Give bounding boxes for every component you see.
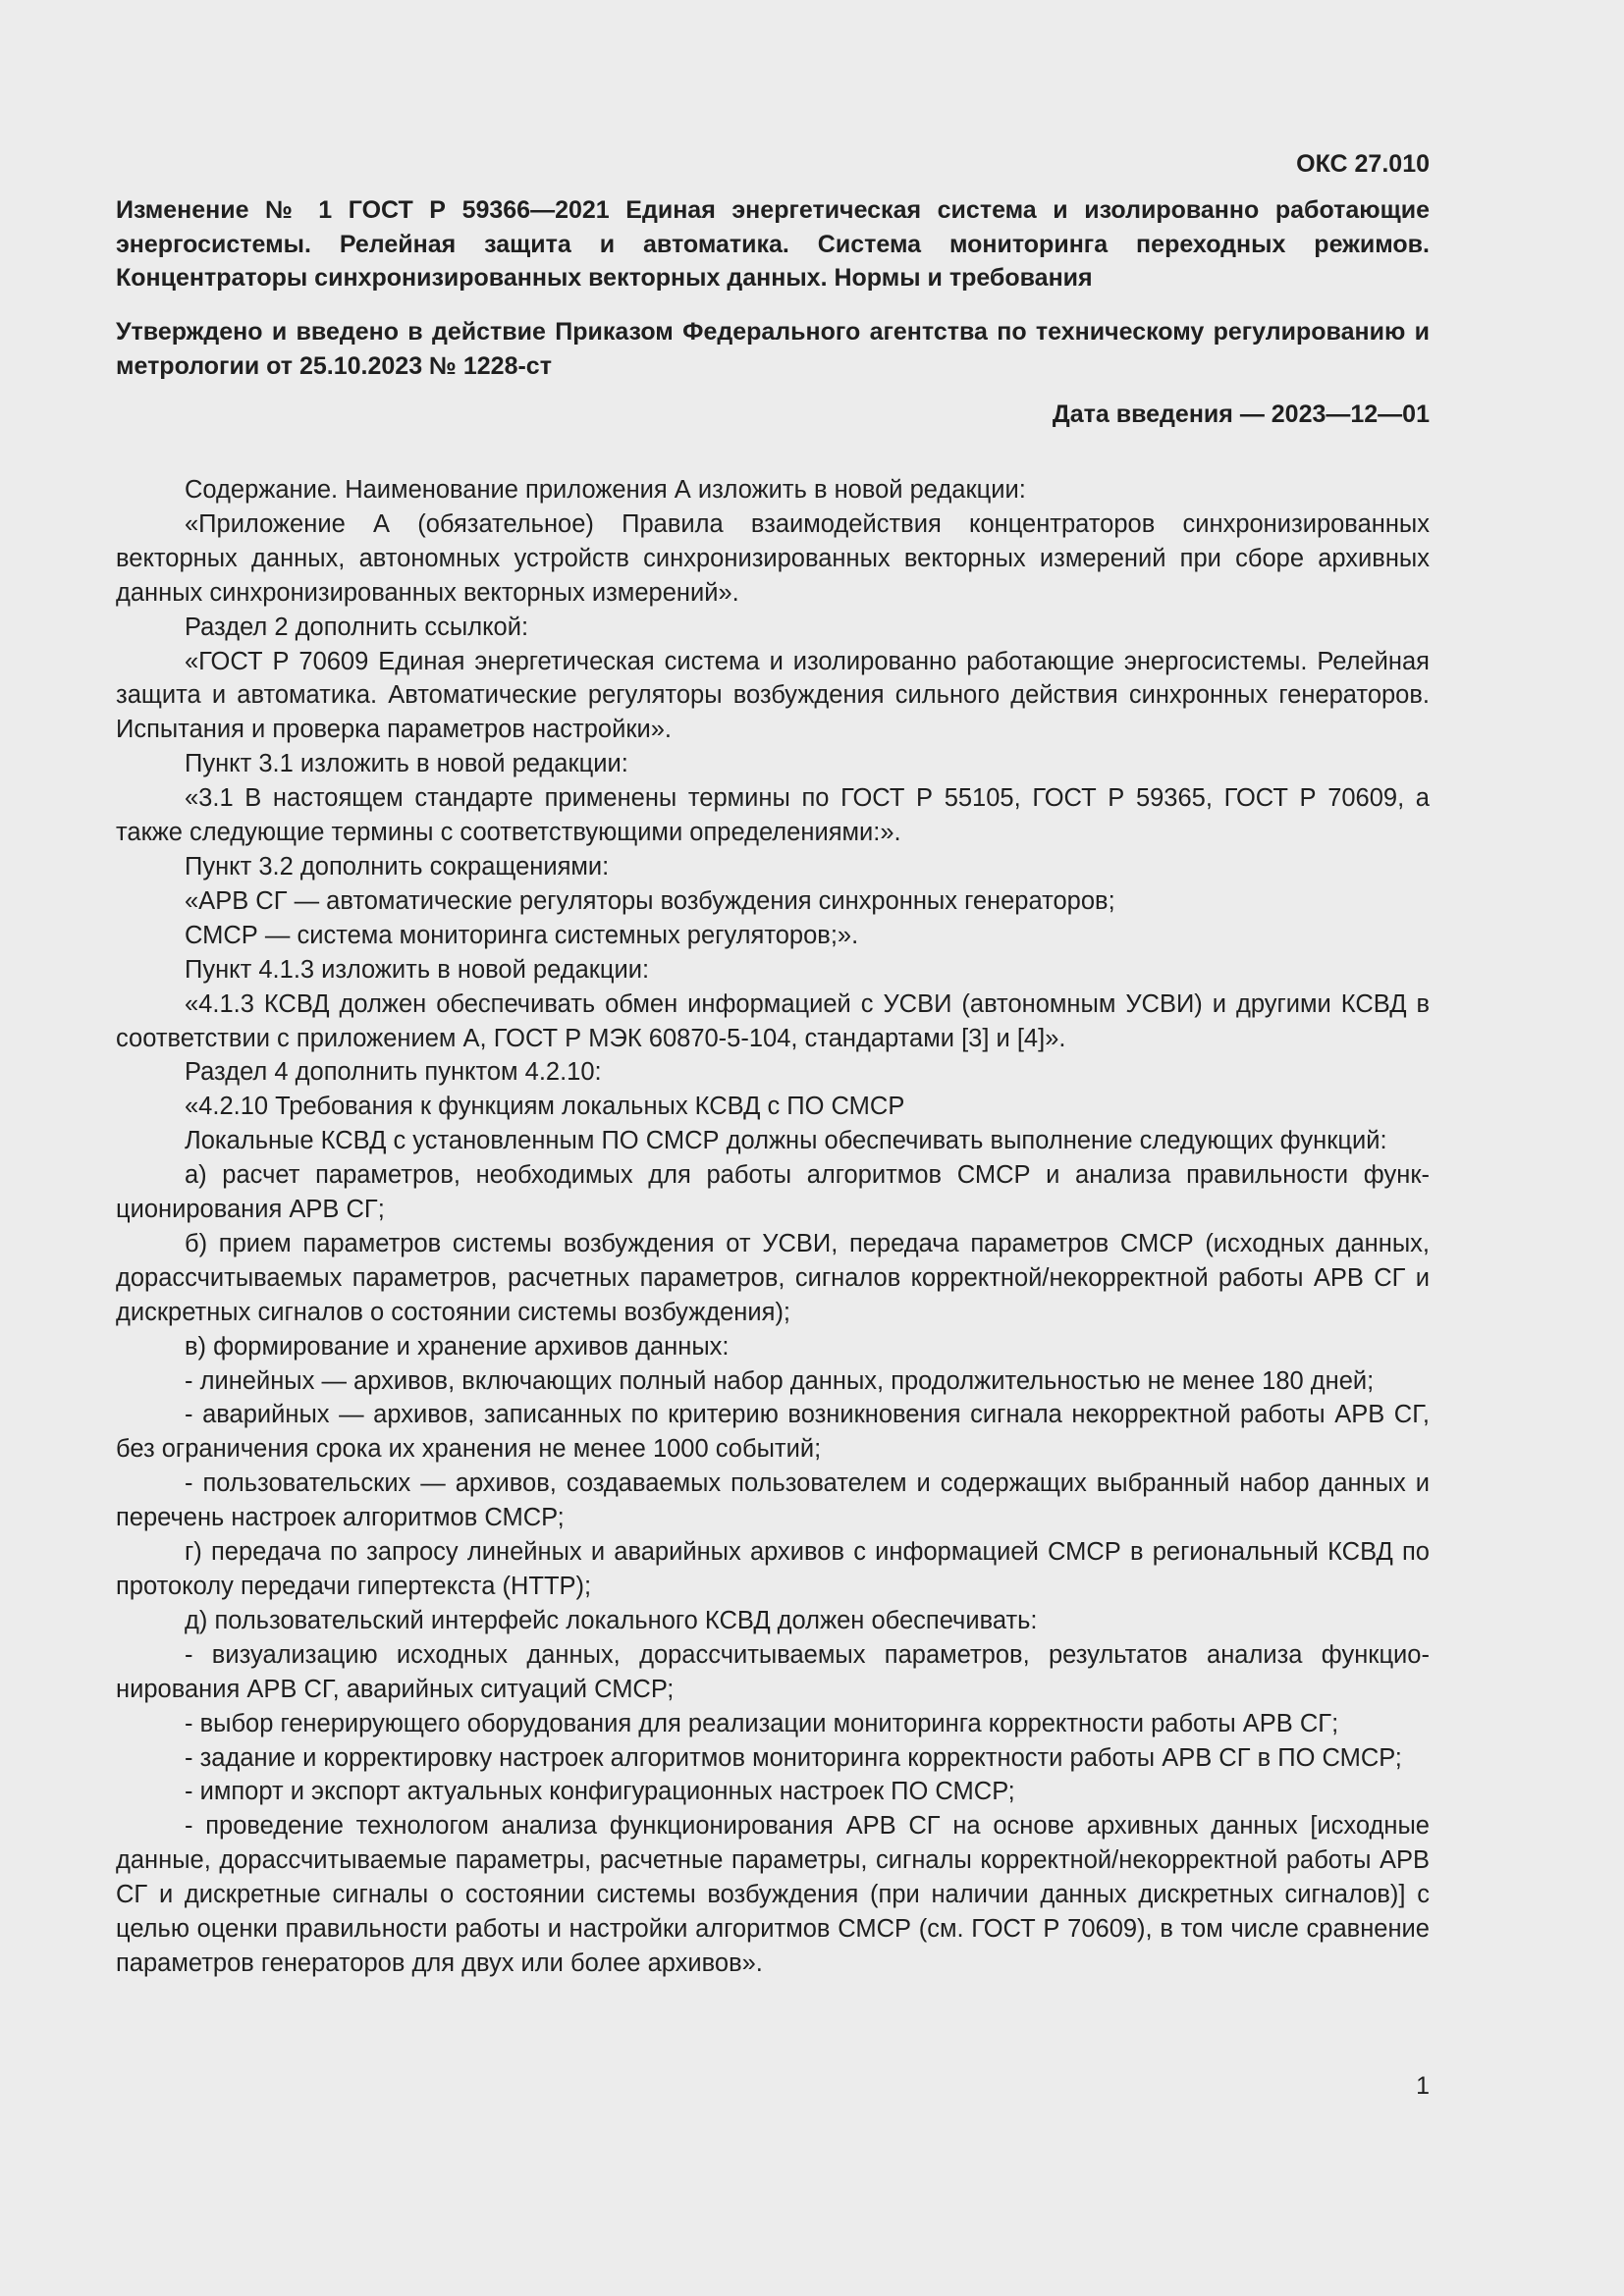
paragraph: Локальные КСВД с установленным ПО СМСР должны обеспечивать выполнение следующих функций:	[185, 1127, 1387, 1155]
paragraph: СМСР — система мониторинга системных регуляторов;».	[185, 921, 859, 949]
page-number: 1	[1416, 2072, 1430, 2100]
introduction-date: Дата введения — 2023—12—01	[1052, 400, 1430, 428]
paragraph: б) прием параметров системы возбуждения от УСВИ, передача параметров СМСР (исходных данных, дорассчитываемых параметров, расчетных параметров, сигналов корректной/некорректной работы АРВ СГ и дискретных сигналов о состоянии системы возбуждения);	[116, 1229, 1430, 1326]
paragraph: Пункт 4.1.3 изложить в новой редакции:	[185, 955, 650, 984]
paragraph: - задание и корректировку настроек алгоритмов мониторинга корректности работы АРВ СГ в ПО СМСР;	[185, 1743, 1402, 1772]
paragraph: - выбор генерирующего оборудования для реализации мониторинга корректности работы АРВ СГ;	[185, 1709, 1339, 1737]
paragraph: - проведение технологом анализа функционирования АРВ СГ на основе архивных данных [исходные данные, дорассчитываемые параметры, расчетные параметры, сигналы корректной/некорректной работы АРВ СГ и дискретные сигналы о состоянии системы возбуждения (при наличии данных дискретных сигналов)] с целью оценки правильности работы и настройки алгоритмов СМСР (см. ГОСТ Р 70609), в том числе сравнение параметров генераторов для двух или более архивов».	[116, 1812, 1430, 1977]
paragraph: в) формирование и хранение архивов данных:	[185, 1332, 730, 1361]
amendment-body	[116, 473, 1430, 1981]
paragraph: «ГОСТ Р 70609 Единая энергетическая система и изолированно работающие энергосистемы. Релейная защита и автоматика. Автоматические регуляторы возбуждения сильного действия синхронных генераторов. Испытания и проверка параметров настройки».	[116, 647, 1430, 744]
paragraph: - линейных — архивов, включающих полный набор данных, продолжительностью не менее 180 дней;	[185, 1366, 1375, 1395]
paragraph: «Приложение А (обязательное) Правила взаимодействия концентраторов синхронизированных векторных данных, автономных устройств синхронизированных векторных измерений при сборе архивных данных синхронизированных векторных измерений».	[116, 509, 1430, 607]
amendment-title: Изменение № 1 ГОСТ Р 59366—2021 Единая энергетическая система и изолированно работающие энергосистемы. Релейная защита и автоматика. Система мониторинга переходных режимов. Концентраторы синхронизированных векторных данных. Нормы и требования	[116, 196, 1430, 292]
oks-code: ОКС 27.010	[1296, 150, 1430, 178]
approval-statement: Утверждено и введено в действие Приказом Федерального агентства по техническому регулированию и метрологии от 25.10.2023 № 1228-ст	[116, 318, 1430, 380]
paragraph: Пункт 3.2 дополнить сокращениями:	[185, 852, 610, 881]
paragraph: «4.2.10 Требования к функциям локальных КСВД с ПО СМСР	[185, 1093, 905, 1121]
paragraph: «4.1.3 КСВД должен обеспечивать обмен информацией с УСВИ (автономным УСВИ) и другими КСВД в соответствии с приложением А, ГОСТ Р МЭК 60870-5-104, стандартами [3] и [4]».	[116, 989, 1430, 1052]
paragraph: г) передача по запросу линейных и аварийных архивов с информацией СМСР в региональный КСВД по протоколу передачи гипертекста (HTTP);	[116, 1538, 1430, 1600]
paragraph: - импорт и экспорт актуальных конфигурационных настроек ПО СМСР;	[185, 1778, 1015, 1806]
paragraph: а) расчет параметров, необходимых для работы алгоритмов СМСР и анализа правильности функционирования АРВ СГ;	[116, 1161, 1430, 1224]
paragraph: - пользовательских — архивов, создаваемых пользователем и содержащих выбранный набор данных и перечень настроек алгоритмов СМСР;	[116, 1469, 1430, 1532]
paragraph: «АРВ СГ — автоматические регуляторы возбуждения синхронных генераторов;	[185, 886, 1115, 915]
paragraph: Пункт 3.1 изложить в новой редакции:	[185, 750, 628, 778]
paragraph: Содержание. Наименование приложения А изложить в новой редакции:	[185, 476, 1026, 504]
paragraph: Раздел 4 дополнить пунктом 4.2.10:	[185, 1058, 602, 1087]
paragraph: д) пользовательский интерфейс локального КСВД должен обеспечивать:	[185, 1606, 1038, 1634]
paragraph: - аварийных — архивов, записанных по критерию возникновения сигнала некорректной работы АРВ СГ, без ограничения срока их хранения не менее 1000 событий;	[116, 1401, 1430, 1464]
paragraph: - визуализацию исходных данных, дорассчитываемых параметров, результатов анализа функционирования АРВ СГ, аварийных ситуаций СМСР;	[116, 1640, 1430, 1703]
paragraph: Раздел 2 дополнить ссылкой:	[185, 613, 529, 641]
paragraph: «3.1 В настоящем стандарте применены термины по ГОСТ Р 55105, ГОСТ Р 59365, ГОСТ Р 70609, а также следующие термины с соответствующими определениями:».	[116, 784, 1430, 847]
